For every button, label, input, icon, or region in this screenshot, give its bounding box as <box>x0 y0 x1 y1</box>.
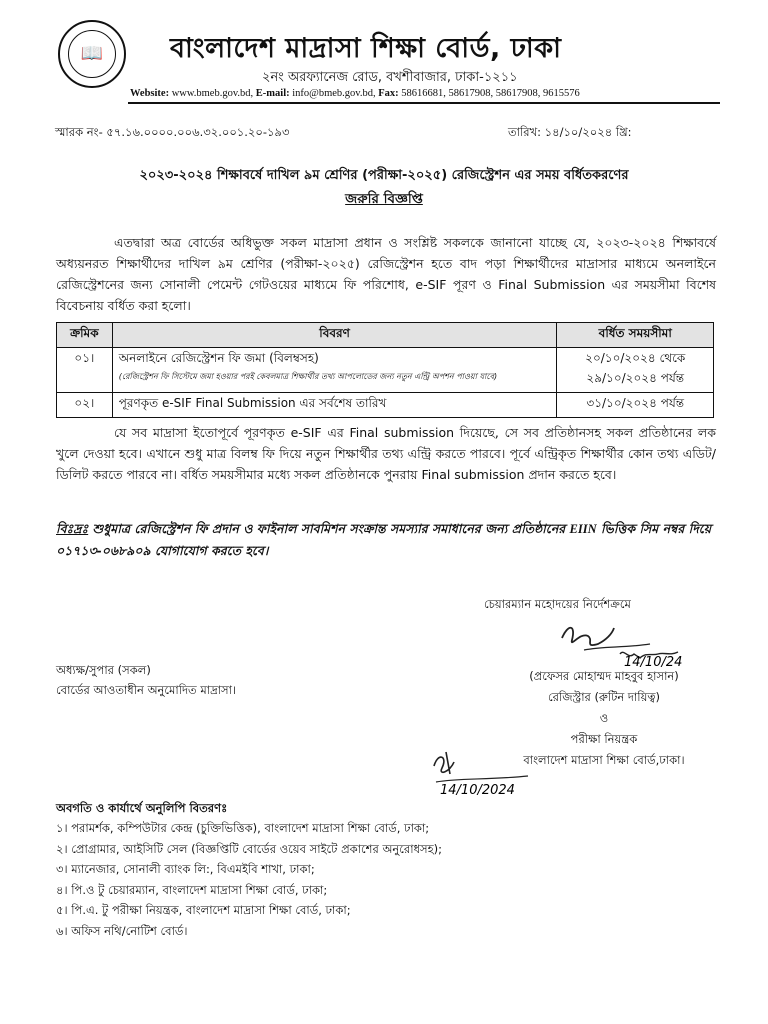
seal-inner-ring <box>68 30 116 78</box>
memo-number: স্মারক নং- ৫৭.১৬.০০০০.০০৬.৩২.০০১.২০-১৯৩ <box>55 125 290 139</box>
notice-paragraph-1 <box>56 232 716 316</box>
list-item: ৩। ম্যানেজার, সোনালী ব্যাংক লি:, বিএমইবি শাখা, ঢাকা; <box>56 862 315 876</box>
website-link[interactable]: www.bmeb.gov.bd, <box>171 88 254 99</box>
list-item: ২। প্রোগ্রামার, আইসিটি সেল (বিজ্ঞপ্তিটি বোর্ডের ওয়েব সাইটে প্রকাশের অনুরোধসহ); <box>56 841 443 856</box>
row-serial: ০১। <box>57 348 113 393</box>
signatory-conjunction: ও <box>599 711 609 725</box>
website-label: Website: <box>130 88 170 99</box>
fax-label: Fax: <box>378 88 399 99</box>
handwritten-signature <box>554 618 694 670</box>
distribution-title: অবগতি ও কার্যার্থে অনুলিপি বিতরণঃ <box>56 801 228 815</box>
signatory-organization: বাংলাদেশ মাদ্রাসা শিক্ষা বোর্ড,ঢাকা। <box>523 753 685 767</box>
list-item: ৬। অফিস নথি/নোটিশ বোর্ড। <box>56 923 188 938</box>
notice-subtitle: জরুরি বিজ্ঞপ্তি <box>345 191 423 207</box>
addressee-block <box>56 660 236 700</box>
signatory-name: (প্রফেসর মোহাম্মদ মাহবুব হাসান) <box>529 669 679 683</box>
distribution-list <box>56 818 442 941</box>
row-note: (রেজিস্ট্রেশন ফি সিস্টেমে জমা হওয়ার পরই কেবলমাত্র শিক্ষার্থীর তথ্য আপলোডের জন্য নতুন এন্ট্রি অপশন পাওয়া যাবে) <box>118 372 498 381</box>
deadline-end: ২৯/১০/২০২৪ পর্যন্ত <box>586 371 685 385</box>
notice-paragraph-2 <box>56 422 716 485</box>
extension-schedule-table <box>56 322 714 418</box>
handwritten-initials <box>428 748 538 796</box>
chairman-directive: চেয়ারম্যান মহোদয়ের নির্দেশক্রমে <box>484 597 631 611</box>
list-item: ১। পরামর্শক, কম্পিউটার কেন্দ্র (চুক্তিভিত্তিক), বাংলাদেশ মাদ্রাসা শিক্ষা বোর্ড, ঢাকা; <box>56 821 430 835</box>
special-note <box>56 518 716 561</box>
fax-numbers: 58616681, 58617908, 58617908, 9615576 <box>401 88 580 99</box>
table-header-row <box>57 323 714 348</box>
paragraph-1-text: এতদ্বারা অত্র বোর্ডের অধিভুক্ত সকল মাদ্রাসা প্রধান ও সংশ্লিষ্ট সকলকে জানানো যাচ্ছে যে, ২০২৩-২০২৪ শিক্ষাবর্ষে অধ্যয়নরত শিক্ষার্থীদের দাখিল ৯ম শ্রেণির (পরীক্ষা-২০২৫) রেজিস্ট্রেশন হতে বাদ পড়া শিক্ষার্থীদের মাদ্রাসার মাধ্যমে অনলাইনে রেজিস্ট্রেশনের জন্য সোনালী পেমেন্ট গেটওয়ের মাধ্যমে ফি পরিশোধ, e-SIF পূরণ ও Final Submission এর সময়সীমা বিশেষ বিবেচনায় বর্ধিত করা হলো। <box>56 235 716 313</box>
email-label: E-mail: <box>255 88 290 99</box>
row-deadline <box>557 348 714 393</box>
special-note-text-1: শুধুমাত্র রেজিস্ট্রেশন ফি প্রদান ও ফাইনাল সাবমিশন সংক্রান্ত সমস্যার সমাধানের জন্য প্রতিষ্ঠানের <box>88 521 570 536</box>
header-serial: ক্রমিক <box>57 323 113 348</box>
memo-date: তারিখ: ১৪/১০/২০২৪ খ্রি: <box>508 125 632 139</box>
notice-title: ২০২৩-২০২৪ শিক্ষাবর্ষে দাখিল ৯ম শ্রেণির (পরীক্ষা-২০২৫) রেজিস্ট্রেশন এর সময় বর্ধিতকরণের <box>139 168 629 183</box>
special-note-label: বিঃদ্রঃ <box>56 521 89 536</box>
addressee-line-2: বোর্ডের আওতাধীন অনুমোদিত মাদ্রাসা। <box>56 683 237 697</box>
header-description: বিবরণ <box>112 323 557 348</box>
organization-address: ২নং অরফ্যানেজ রোড, বখশীবাজার, ঢাকা-১২১১ <box>262 70 518 85</box>
paragraph-2-text: যে সব মাদ্রাসা ইতোপূর্বে পূরণকৃত e-SIF এর Final submission দিয়েছে, সে সব প্রতিষ্ঠানসহ সকল প্রতিষ্ঠানের লক খুলে দেওয়া হবে। এখানে শুধু মাত্র বিলম্ব ফি দিয়ে নতুন শিক্ষার্থীর তথ্য এন্ট্রি করতে পারবে। পূর্বে এন্ট্রিকৃত শিক্ষার্থীর কোন তথ্য এডিট/ডিলিট করতে পারবে না। বর্ধিত সময়সীমার মধ্যে সকল প্রতিষ্ঠানকে পুনরায় Final submission প্রদান করতে হবে। <box>56 425 716 482</box>
row-description: পূরণকৃত e-SIF Final Submission এর সর্বশেষ তারিখ <box>112 393 557 418</box>
row-serial: ০২। <box>57 393 113 418</box>
table-row <box>57 393 714 418</box>
initials-date: 14/10/2024 <box>440 783 515 796</box>
row-description-text: অনলাইনে রেজিস্ট্রেশন ফি জমা (বিলম্বসহ) <box>118 351 319 365</box>
list-item: ৪। পি.ও টু চেয়ারম্যান, বাংলাদেশ মাদ্রাসা শিক্ষা বোর্ড, ঢাকা; <box>56 882 328 897</box>
email-link[interactable]: info@bmeb.gov.bd, <box>292 88 376 99</box>
row-description <box>112 348 557 393</box>
addressee-line-1: অধ্যক্ষ/সুপার (সকল) <box>56 663 151 677</box>
table-row <box>57 348 714 393</box>
row-deadline: ৩১/১০/২০২৪ পর্যন্ত <box>557 393 714 418</box>
special-note-text-2: ভিত্তিক সিম নম্বর দিয়ে ০১৭১৩-০৬৮৯০৯ যোগাযোগ করতে হবে। <box>56 521 712 558</box>
open-book-icon: 📖 <box>80 43 104 64</box>
header-divider <box>128 102 720 104</box>
organization-name: বাংলাদেশ মাদ্রাসা শিক্ষা বোর্ড, ঢাকা <box>170 33 562 64</box>
special-note-eiin: EIIN <box>569 522 597 536</box>
list-item: ৫। পি.এ. টু পরীক্ষা নিয়ন্ত্রক, বাংলাদেশ মাদ্রাসা শিক্ষা বোর্ড, ঢাকা; <box>56 903 351 917</box>
signatory-second-designation: পরীক্ষা নিয়ন্ত্রক <box>570 732 638 746</box>
header-deadline: বর্ধিত সময়সীমা <box>557 323 714 348</box>
deadline-start: ২০/১০/২০২৪ থেকে <box>585 351 686 365</box>
signature-date: 14/10/24 <box>624 655 683 670</box>
signatory-designation: রেজিস্ট্রার (রুটিন দায়িত্ব) <box>547 690 661 704</box>
board-seal-logo <box>58 20 126 88</box>
contact-line <box>130 88 580 99</box>
